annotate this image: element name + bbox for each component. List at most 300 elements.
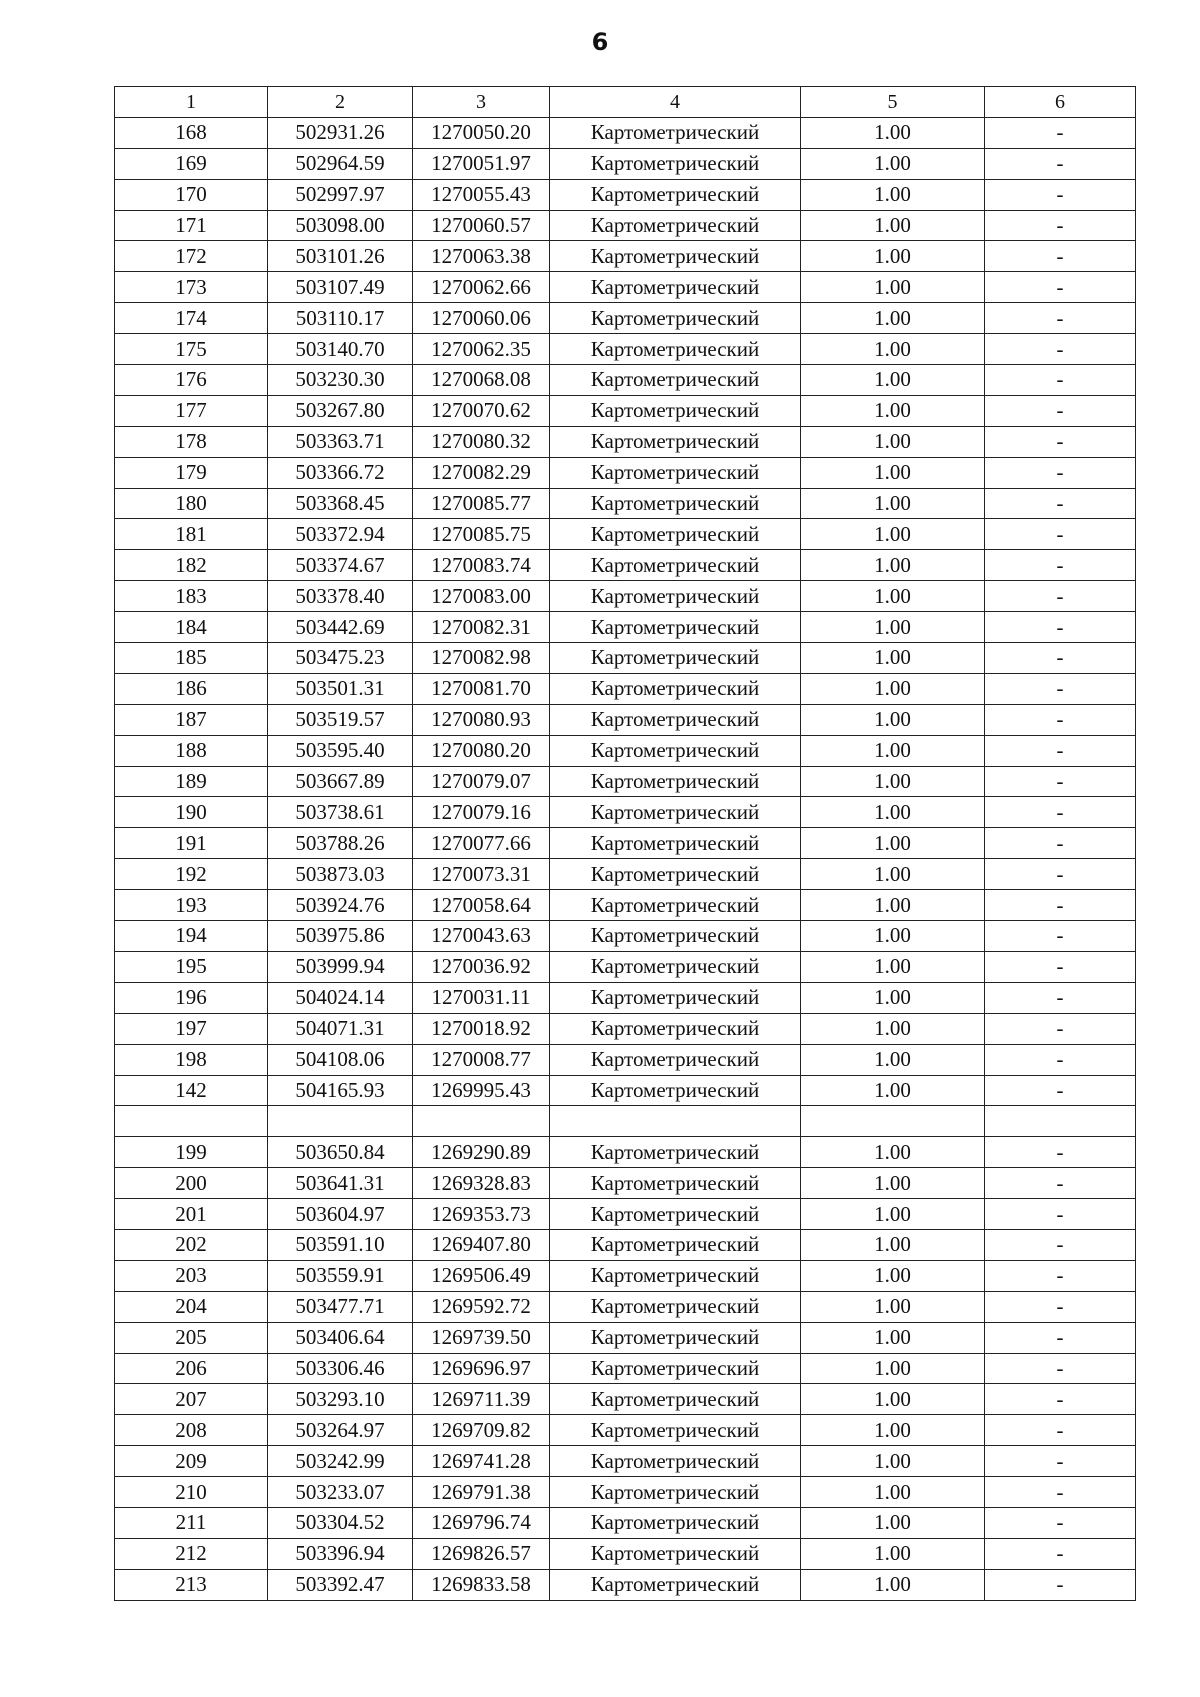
note-cell: - [985, 828, 1136, 859]
x-coordinate-cell: 503306.46 [268, 1353, 413, 1384]
note-cell: - [985, 457, 1136, 488]
table-row [115, 303, 1136, 334]
method-cell: Картометрический [550, 612, 801, 643]
accuracy-cell: 1.00 [801, 1415, 985, 1446]
table-row [115, 581, 1136, 612]
point-number-cell: 204 [115, 1291, 268, 1322]
method-cell: Картометрический [550, 797, 801, 828]
accuracy-cell: 1.00 [801, 643, 985, 674]
accuracy-cell: 1.00 [801, 704, 985, 735]
table-row [115, 643, 1136, 674]
table-row [115, 210, 1136, 241]
accuracy-cell: 1.00 [801, 951, 985, 982]
method-cell: Картометрический [550, 1044, 801, 1075]
point-number-cell: 205 [115, 1322, 268, 1353]
table-row [115, 457, 1136, 488]
column-header: 4 [550, 87, 801, 118]
method-cell: Картометрический [550, 704, 801, 735]
accuracy-cell: 1.00 [801, 612, 985, 643]
method-cell: Картометрический [550, 1075, 801, 1106]
note-cell: - [985, 426, 1136, 457]
note-cell: - [985, 1199, 1136, 1230]
point-number-cell: 180 [115, 488, 268, 519]
table-row [115, 426, 1136, 457]
table-row [115, 1353, 1136, 1384]
method-cell: Картометрический [550, 395, 801, 426]
note-cell: - [985, 643, 1136, 674]
table-row [115, 797, 1136, 828]
page-number: 6 [591, 28, 609, 56]
point-number-cell: 211 [115, 1507, 268, 1538]
y-coordinate-cell: 1270043.63 [413, 921, 550, 952]
note-cell: - [985, 1260, 1136, 1291]
x-coordinate-cell: 504108.06 [268, 1044, 413, 1075]
x-coordinate-cell: 503366.72 [268, 457, 413, 488]
coordinates-table [114, 86, 1136, 1601]
point-number-cell: 175 [115, 334, 268, 365]
table-row [115, 673, 1136, 704]
note-cell: - [985, 1415, 1136, 1446]
y-coordinate-cell: 1270060.06 [413, 303, 550, 334]
accuracy-cell: 1.00 [801, 1260, 985, 1291]
y-coordinate-cell: 1270036.92 [413, 951, 550, 982]
table-row [115, 272, 1136, 303]
method-cell: Картометрический [550, 1322, 801, 1353]
x-coordinate-cell: 503999.94 [268, 951, 413, 982]
accuracy-cell: 1.00 [801, 673, 985, 704]
accuracy-cell: 1.00 [801, 426, 985, 457]
point-number-cell: 173 [115, 272, 268, 303]
note-cell: - [985, 210, 1136, 241]
x-coordinate-cell: 502931.26 [268, 117, 413, 148]
x-coordinate-cell: 503374.67 [268, 550, 413, 581]
point-number-cell: 186 [115, 673, 268, 704]
y-coordinate-cell: 1270082.98 [413, 643, 550, 674]
x-coordinate-cell: 503442.69 [268, 612, 413, 643]
table-row [115, 1507, 1136, 1538]
accuracy-cell: 1.00 [801, 488, 985, 519]
x-coordinate-cell: 503230.30 [268, 365, 413, 396]
y-coordinate-cell: 1269833.58 [413, 1569, 550, 1600]
note-cell: - [985, 982, 1136, 1013]
point-number-cell: 192 [115, 859, 268, 890]
table-row [115, 859, 1136, 890]
point-number-cell: 142 [115, 1075, 268, 1106]
table-row [115, 1168, 1136, 1199]
table-row [115, 1569, 1136, 1600]
point-number-cell: 208 [115, 1415, 268, 1446]
point-number-cell: 176 [115, 365, 268, 396]
method-cell: Картометрический [550, 859, 801, 890]
x-coordinate-cell: 503392.47 [268, 1569, 413, 1600]
note-cell: - [985, 488, 1136, 519]
accuracy-cell: 1.00 [801, 1384, 985, 1415]
note-cell: - [985, 735, 1136, 766]
y-coordinate-cell: 1269739.50 [413, 1322, 550, 1353]
note-cell: - [985, 1569, 1136, 1600]
method-cell: Картометрический [550, 1291, 801, 1322]
y-coordinate-cell: 1270070.62 [413, 395, 550, 426]
table-row [115, 1538, 1136, 1569]
method-cell: Картометрический [550, 488, 801, 519]
note-cell: - [985, 704, 1136, 735]
table-row [115, 179, 1136, 210]
y-coordinate-cell: 1270051.97 [413, 148, 550, 179]
point-number-cell: 184 [115, 612, 268, 643]
method-cell: Картометрический [550, 303, 801, 334]
point-number-cell: 170 [115, 179, 268, 210]
method-cell: Картометрический [550, 1353, 801, 1384]
x-coordinate-cell: 503519.57 [268, 704, 413, 735]
y-coordinate-cell: 1270063.38 [413, 241, 550, 272]
note-cell: - [985, 1013, 1136, 1044]
table-row [115, 1322, 1136, 1353]
x-coordinate-cell: 503738.61 [268, 797, 413, 828]
method-cell: Картометрический [550, 951, 801, 982]
accuracy-cell: 1.00 [801, 581, 985, 612]
accuracy-cell: 1.00 [801, 1044, 985, 1075]
x-coordinate-cell [268, 1106, 413, 1137]
column-header: 1 [115, 87, 268, 118]
accuracy-cell: 1.00 [801, 921, 985, 952]
y-coordinate-cell: 1269407.80 [413, 1229, 550, 1260]
y-coordinate-cell: 1270073.31 [413, 859, 550, 890]
point-number-cell: 201 [115, 1199, 268, 1230]
table-row [115, 1075, 1136, 1106]
y-coordinate-cell: 1269290.89 [413, 1137, 550, 1168]
point-number-cell: 197 [115, 1013, 268, 1044]
accuracy-cell: 1.00 [801, 1538, 985, 1569]
x-coordinate-cell: 504071.31 [268, 1013, 413, 1044]
accuracy-cell: 1.00 [801, 1075, 985, 1106]
x-coordinate-cell: 503140.70 [268, 334, 413, 365]
note-cell: - [985, 1384, 1136, 1415]
x-coordinate-cell: 503924.76 [268, 890, 413, 921]
accuracy-cell: 1.00 [801, 1477, 985, 1508]
accuracy-cell: 1.00 [801, 365, 985, 396]
x-coordinate-cell: 503595.40 [268, 735, 413, 766]
accuracy-cell: 1.00 [801, 1507, 985, 1538]
y-coordinate-cell: 1270060.57 [413, 210, 550, 241]
accuracy-cell: 1.00 [801, 982, 985, 1013]
table-row [115, 1446, 1136, 1477]
table-row [115, 890, 1136, 921]
method-cell: Картометрический [550, 426, 801, 457]
accuracy-cell: 1.00 [801, 148, 985, 179]
point-number-cell: 199 [115, 1137, 268, 1168]
x-coordinate-cell: 503368.45 [268, 488, 413, 519]
note-cell: - [985, 1538, 1136, 1569]
method-cell: Картометрический [550, 1538, 801, 1569]
y-coordinate-cell: 1269796.74 [413, 1507, 550, 1538]
column-header: 3 [413, 87, 550, 118]
accuracy-cell: 1.00 [801, 550, 985, 581]
point-number-cell: 178 [115, 426, 268, 457]
table-row [115, 1477, 1136, 1508]
table-row [115, 1137, 1136, 1168]
x-coordinate-cell: 503477.71 [268, 1291, 413, 1322]
note-cell: - [985, 179, 1136, 210]
note-cell: - [985, 1168, 1136, 1199]
y-coordinate-cell: 1269826.57 [413, 1538, 550, 1569]
point-number-cell: 209 [115, 1446, 268, 1477]
y-coordinate-cell: 1270080.32 [413, 426, 550, 457]
table-row [115, 117, 1136, 148]
point-number-cell: 190 [115, 797, 268, 828]
table-row [115, 395, 1136, 426]
point-number-cell: 171 [115, 210, 268, 241]
accuracy-cell [801, 1106, 985, 1137]
table-row [115, 148, 1136, 179]
table-row [115, 519, 1136, 550]
point-number-cell: 182 [115, 550, 268, 581]
x-coordinate-cell: 503591.10 [268, 1229, 413, 1260]
accuracy-cell: 1.00 [801, 272, 985, 303]
method-cell: Картометрический [550, 982, 801, 1013]
method-cell: Картометрический [550, 643, 801, 674]
y-coordinate-cell: 1269741.28 [413, 1446, 550, 1477]
accuracy-cell: 1.00 [801, 303, 985, 334]
point-number-cell: 212 [115, 1538, 268, 1569]
x-coordinate-cell: 503873.03 [268, 859, 413, 890]
x-coordinate-cell: 503107.49 [268, 272, 413, 303]
point-number-cell: 172 [115, 241, 268, 272]
x-coordinate-cell: 503406.64 [268, 1322, 413, 1353]
y-coordinate-cell: 1270080.20 [413, 735, 550, 766]
point-number-cell: 198 [115, 1044, 268, 1075]
y-coordinate-cell: 1270055.43 [413, 179, 550, 210]
method-cell: Картометрический [550, 179, 801, 210]
note-cell: - [985, 859, 1136, 890]
x-coordinate-cell: 503264.97 [268, 1415, 413, 1446]
table-row [115, 951, 1136, 982]
y-coordinate-cell: 1270079.16 [413, 797, 550, 828]
method-cell: Картометрический [550, 1168, 801, 1199]
note-cell: - [985, 334, 1136, 365]
x-coordinate-cell: 503098.00 [268, 210, 413, 241]
table-row [115, 1260, 1136, 1291]
x-coordinate-cell: 503293.10 [268, 1384, 413, 1415]
table-row [115, 334, 1136, 365]
y-coordinate-cell: 1270008.77 [413, 1044, 550, 1075]
accuracy-cell: 1.00 [801, 1199, 985, 1230]
note-cell: - [985, 117, 1136, 148]
y-coordinate-cell: 1270082.29 [413, 457, 550, 488]
point-number-cell: 168 [115, 117, 268, 148]
y-coordinate-cell: 1270062.35 [413, 334, 550, 365]
note-cell: - [985, 951, 1136, 982]
method-cell: Картометрический [550, 1229, 801, 1260]
point-number-cell: 206 [115, 1353, 268, 1384]
accuracy-cell: 1.00 [801, 210, 985, 241]
point-number-cell: 207 [115, 1384, 268, 1415]
method-cell: Картометрический [550, 735, 801, 766]
accuracy-cell: 1.00 [801, 334, 985, 365]
note-cell: - [985, 1229, 1136, 1260]
y-coordinate-cell: 1269791.38 [413, 1477, 550, 1508]
note-cell: - [985, 148, 1136, 179]
method-cell: Картометрический [550, 241, 801, 272]
note-cell: - [985, 1507, 1136, 1538]
table-row [115, 704, 1136, 735]
point-number-cell: 213 [115, 1569, 268, 1600]
accuracy-cell: 1.00 [801, 828, 985, 859]
table-row [115, 1384, 1136, 1415]
note-cell [985, 1106, 1136, 1137]
method-cell: Картометрический [550, 1415, 801, 1446]
y-coordinate-cell: 1270085.77 [413, 488, 550, 519]
x-coordinate-cell: 503559.91 [268, 1260, 413, 1291]
accuracy-cell: 1.00 [801, 890, 985, 921]
y-coordinate-cell: 1270085.75 [413, 519, 550, 550]
accuracy-cell: 1.00 [801, 766, 985, 797]
table-row [115, 1106, 1136, 1137]
accuracy-cell: 1.00 [801, 457, 985, 488]
y-coordinate-cell: 1270018.92 [413, 1013, 550, 1044]
method-cell: Картометрический [550, 766, 801, 797]
x-coordinate-cell: 503378.40 [268, 581, 413, 612]
method-cell: Картометрический [550, 519, 801, 550]
y-coordinate-cell: 1269328.83 [413, 1168, 550, 1199]
y-coordinate-cell: 1270068.08 [413, 365, 550, 396]
table-row [115, 828, 1136, 859]
table-header-row [115, 87, 1136, 118]
x-coordinate-cell: 503667.89 [268, 766, 413, 797]
x-coordinate-cell: 503233.07 [268, 1477, 413, 1508]
x-coordinate-cell: 502997.97 [268, 179, 413, 210]
point-number-cell: 203 [115, 1260, 268, 1291]
point-number-cell: 188 [115, 735, 268, 766]
method-cell: Картометрический [550, 457, 801, 488]
note-cell: - [985, 1477, 1136, 1508]
x-coordinate-cell: 503501.31 [268, 673, 413, 704]
table-row [115, 1044, 1136, 1075]
x-coordinate-cell: 504024.14 [268, 982, 413, 1013]
column-header: 6 [985, 87, 1136, 118]
note-cell: - [985, 1353, 1136, 1384]
note-cell: - [985, 1044, 1136, 1075]
table-body [115, 117, 1136, 1600]
x-coordinate-cell: 502964.59 [268, 148, 413, 179]
point-number-cell: 181 [115, 519, 268, 550]
y-coordinate-cell: 1269353.73 [413, 1199, 550, 1230]
table-row [115, 1291, 1136, 1322]
method-cell: Картометрический [550, 1199, 801, 1230]
accuracy-cell: 1.00 [801, 1446, 985, 1477]
table-row [115, 1199, 1136, 1230]
note-cell: - [985, 581, 1136, 612]
y-coordinate-cell: 1270058.64 [413, 890, 550, 921]
point-number-cell: 183 [115, 581, 268, 612]
x-coordinate-cell: 503650.84 [268, 1137, 413, 1168]
note-cell: - [985, 921, 1136, 952]
x-coordinate-cell: 503975.86 [268, 921, 413, 952]
method-cell: Картометрический [550, 890, 801, 921]
point-number-cell: 195 [115, 951, 268, 982]
column-header: 2 [268, 87, 413, 118]
x-coordinate-cell: 503110.17 [268, 303, 413, 334]
accuracy-cell: 1.00 [801, 241, 985, 272]
method-cell: Картометрический [550, 921, 801, 952]
y-coordinate-cell: 1270077.66 [413, 828, 550, 859]
y-coordinate-cell: 1270031.11 [413, 982, 550, 1013]
y-coordinate-cell: 1270050.20 [413, 117, 550, 148]
method-cell: Картометрический [550, 1507, 801, 1538]
x-coordinate-cell: 503242.99 [268, 1446, 413, 1477]
table-row [115, 1229, 1136, 1260]
method-cell: Картометрический [550, 117, 801, 148]
y-coordinate-cell: 1269995.43 [413, 1075, 550, 1106]
note-cell: - [985, 797, 1136, 828]
accuracy-cell: 1.00 [801, 1168, 985, 1199]
accuracy-cell: 1.00 [801, 797, 985, 828]
x-coordinate-cell: 503372.94 [268, 519, 413, 550]
note-cell: - [985, 365, 1136, 396]
point-number-cell: 169 [115, 148, 268, 179]
note-cell: - [985, 241, 1136, 272]
point-number-cell: 202 [115, 1229, 268, 1260]
note-cell: - [985, 1322, 1136, 1353]
point-number-cell [115, 1106, 268, 1137]
accuracy-cell: 1.00 [801, 1322, 985, 1353]
note-cell: - [985, 1446, 1136, 1477]
accuracy-cell: 1.00 [801, 1229, 985, 1260]
accuracy-cell: 1.00 [801, 735, 985, 766]
note-cell: - [985, 272, 1136, 303]
y-coordinate-cell: 1269696.97 [413, 1353, 550, 1384]
point-number-cell: 174 [115, 303, 268, 334]
point-number-cell: 193 [115, 890, 268, 921]
y-coordinate-cell: 1269711.39 [413, 1384, 550, 1415]
note-cell: - [985, 1075, 1136, 1106]
note-cell: - [985, 303, 1136, 334]
y-coordinate-cell: 1270083.00 [413, 581, 550, 612]
table-row [115, 612, 1136, 643]
table-row [115, 550, 1136, 581]
column-header: 5 [801, 87, 985, 118]
method-cell: Картометрический [550, 1260, 801, 1291]
note-cell: - [985, 519, 1136, 550]
note-cell: - [985, 1291, 1136, 1322]
note-cell: - [985, 766, 1136, 797]
accuracy-cell: 1.00 [801, 1291, 985, 1322]
x-coordinate-cell: 503641.31 [268, 1168, 413, 1199]
y-coordinate-cell: 1269709.82 [413, 1415, 550, 1446]
x-coordinate-cell: 503475.23 [268, 643, 413, 674]
method-cell: Картометрический [550, 550, 801, 581]
note-cell: - [985, 550, 1136, 581]
method-cell: Картометрический [550, 210, 801, 241]
y-coordinate-cell: 1270079.07 [413, 766, 550, 797]
table-row [115, 1013, 1136, 1044]
table-row [115, 488, 1136, 519]
accuracy-cell: 1.00 [801, 1569, 985, 1600]
accuracy-cell: 1.00 [801, 1137, 985, 1168]
note-cell: - [985, 1137, 1136, 1168]
note-cell: - [985, 612, 1136, 643]
method-cell: Картометрический [550, 1477, 801, 1508]
y-coordinate-cell: 1270082.31 [413, 612, 550, 643]
x-coordinate-cell: 503604.97 [268, 1199, 413, 1230]
table-row [115, 241, 1136, 272]
x-coordinate-cell: 504165.93 [268, 1075, 413, 1106]
point-number-cell: 187 [115, 704, 268, 735]
y-coordinate-cell: 1270080.93 [413, 704, 550, 735]
x-coordinate-cell: 503788.26 [268, 828, 413, 859]
accuracy-cell: 1.00 [801, 519, 985, 550]
table-row [115, 1415, 1136, 1446]
table-row [115, 365, 1136, 396]
